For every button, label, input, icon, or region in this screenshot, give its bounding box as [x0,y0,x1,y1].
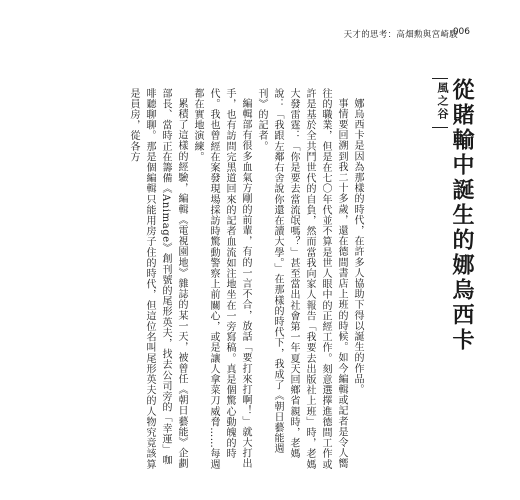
paragraph: 事情要回溯到我二十多歲，還在德間書店上班的時候。如今編輯或記者是令人嚮往的職業，但是在七〇年代並不算是世人眼中的正經工作。刻意選擇進德間工作或許是基於全共鬥世代的自負，然而當我向家人報告「我要去出版社上班」時，老媽大發雷霆：「你是要去當流氓嗎？」甚至當出社會第一年夏天回鄉省親時，老媽說：「我跟左鄰右舍說你還在讀大學。」在那樣的時代下，我成了《朝日藝能週刊》的記者。 [256,88,347,470]
page-number: 006 [452,27,470,37]
author-box [432,78,448,128]
paragraph: 娜烏西卡是因為那樣的時代，在許多人協助下得以誕生的作品。 [352,98,363,395]
paragraph: 累積了這樣的經驗，編輯《電視園地》雜誌的某一天，被曾任《朝日藝能》企劃部長、當時正在籌備《Animage》創刊號的尾形英夫，找去公司旁的「幸運」咖啡聽聊聊。那是個編輯只能用房子住的時代，但這位名叫尾形英夫的人物究竟該算是員房，從各方 [128,88,187,470]
author-name: 風之谷 [436,82,449,121]
running-head: 天才的思考：高畑勲與宮崎駿 [343,30,458,40]
paragraph: 編輯部有很多血氣方剛的前輩，有的一言不合，放話「要打來打啊！」就大打出手，也有訪問完黑道回來的記者血流如注地坐在一旁寫稿。真是個驚心動魄的時代。我也曾經在案發現場採訪時驚動警察上前關心，或是讓人拿菜刀威脅……每週都在實地演練。 [192,88,251,470]
article-body [128,88,365,470]
article-title: 從賭輸中誕生的娜烏西卡 [449,78,474,353]
